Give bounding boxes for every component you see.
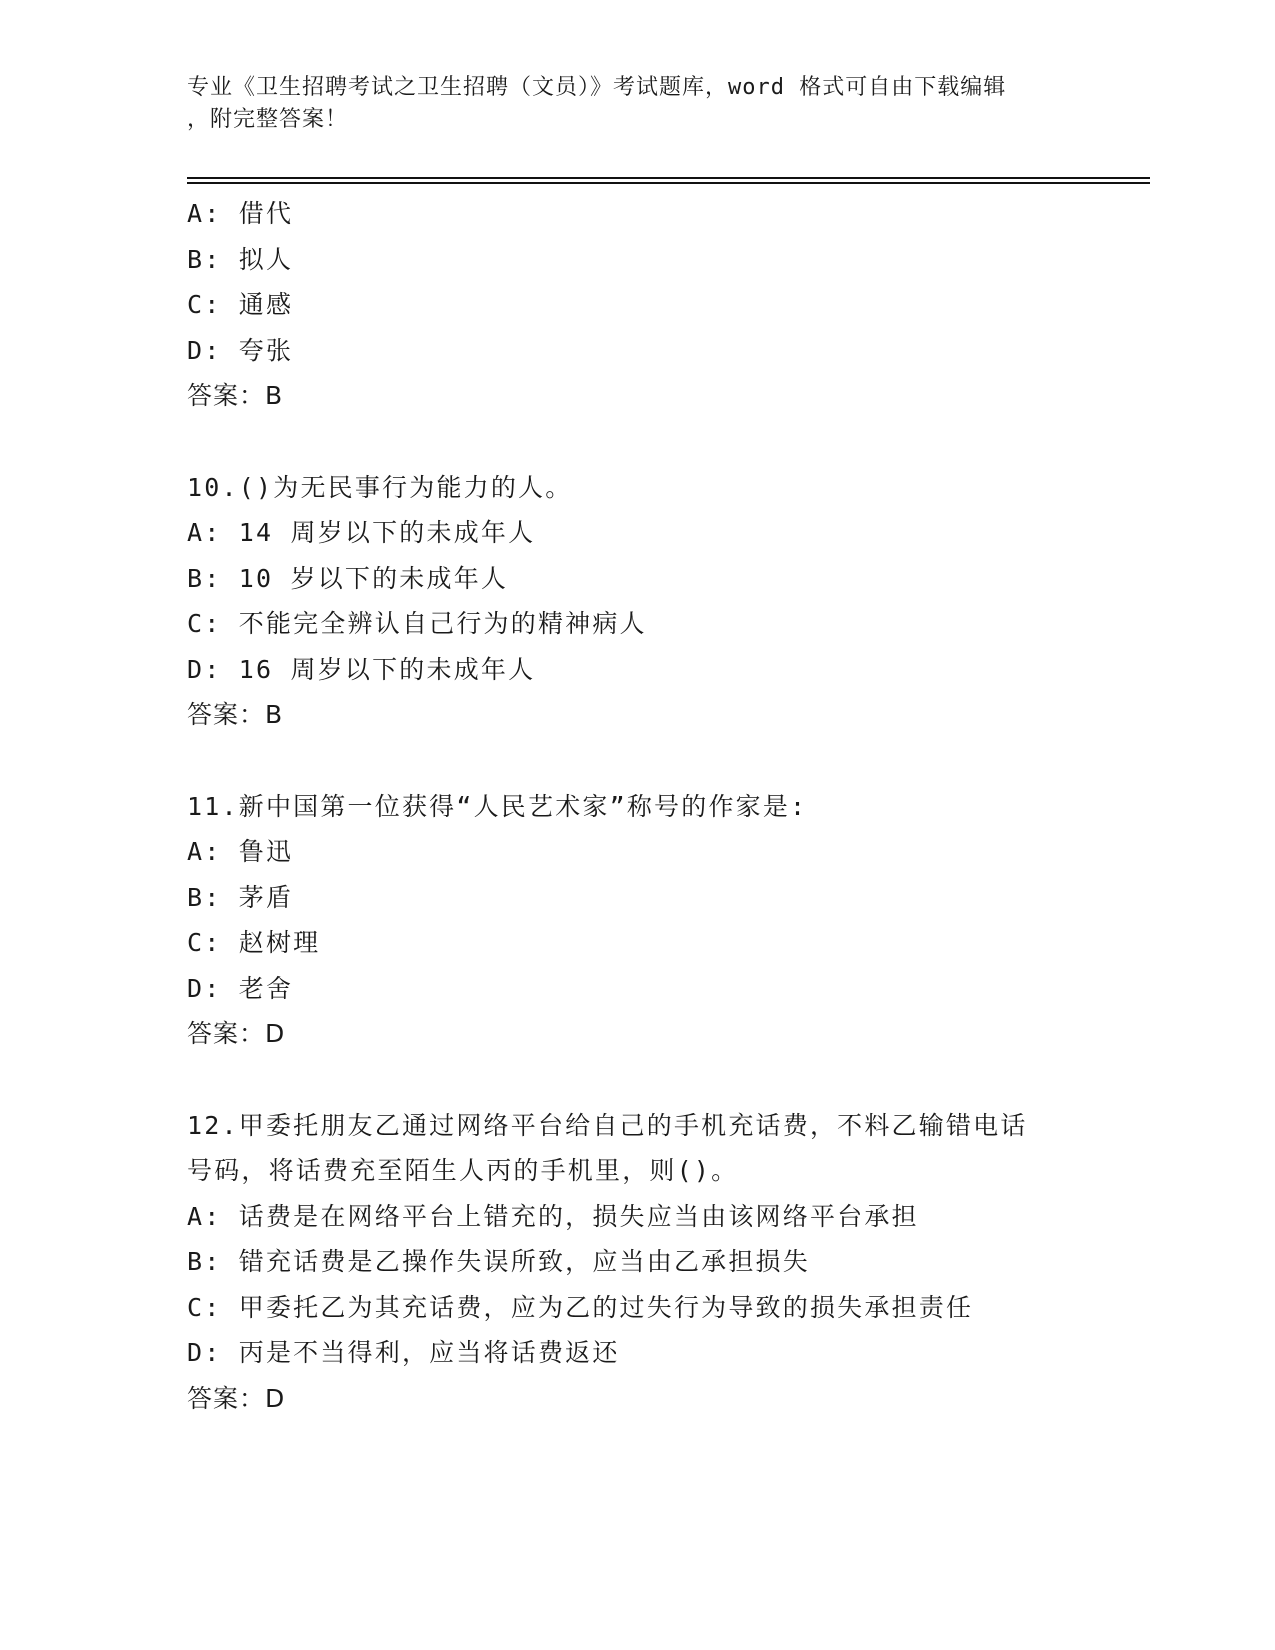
option-a: A: 话费是在网络平台上错充的，损失应当由该网络平台承担 [187, 1201, 919, 1231]
question-block-10 [187, 465, 1147, 738]
option-c: C: 通感 [187, 290, 294, 319]
option-d: D: 丙是不当得利，应当将话费返还 [187, 1338, 620, 1367]
option-b: B: 茅盾 [187, 882, 294, 912]
spacer [187, 738, 1147, 784]
header-divider-top [187, 177, 1150, 179]
document-header [187, 72, 1067, 136]
question-text-line-1: 12.甲委托朋友乙通过网络平台给自己的手机充话费，不料乙输错电话 [187, 1110, 1028, 1140]
option-b: B: 错充话费是乙操作失误所致，应当由乙承担损失 [187, 1247, 810, 1276]
header-line-1: 专业《卫生招聘考试之卫生招聘（文员）》考试题库，word 格式可自由下载编辑 [187, 75, 1007, 100]
question-text-line-2: 号码，将话费充至陌生人丙的手机里，则()。 [187, 1156, 739, 1185]
option-d: D: 16 周岁以下的未成年人 [187, 654, 536, 684]
option-c: C: 赵树理 [187, 928, 321, 957]
answer-line: 答案：D [187, 1383, 286, 1413]
option-c: C: 不能完全辨认自己行为的精神病人 [187, 609, 647, 638]
answer-line: 答案：D [187, 1019, 286, 1048]
question-block-9 [187, 191, 1147, 419]
question-text: 10.()为无民事行为能力的人。 [187, 472, 573, 502]
option-a: A: 14 周岁以下的未成年人 [187, 518, 536, 547]
option-d: D: 夸张 [187, 335, 294, 365]
header-line-2: ，附完整答案！ [187, 107, 349, 132]
option-d: D: 老舍 [187, 973, 294, 1003]
option-a: A: 鲁迅 [187, 837, 294, 866]
option-b: B: 10 岁以下的未成年人 [187, 563, 509, 593]
question-list [187, 191, 1147, 1421]
spacer [187, 419, 1147, 465]
answer-line: 答案：B [187, 700, 284, 729]
header-divider-bottom [187, 182, 1150, 184]
option-c: C: 甲委托乙为其充话费，应为乙的过失行为导致的损失承担责任 [187, 1292, 974, 1322]
answer-line: 答案：B [187, 381, 284, 410]
question-block-11 [187, 784, 1147, 1057]
question-text: 11.新中国第一位获得“人民艺术家”称号的作家是: [187, 791, 808, 821]
question-block-12 [187, 1103, 1147, 1422]
spacer [187, 1057, 1147, 1103]
option-b: B: 拟人 [187, 244, 294, 274]
option-a: A: 借代 [187, 199, 294, 228]
